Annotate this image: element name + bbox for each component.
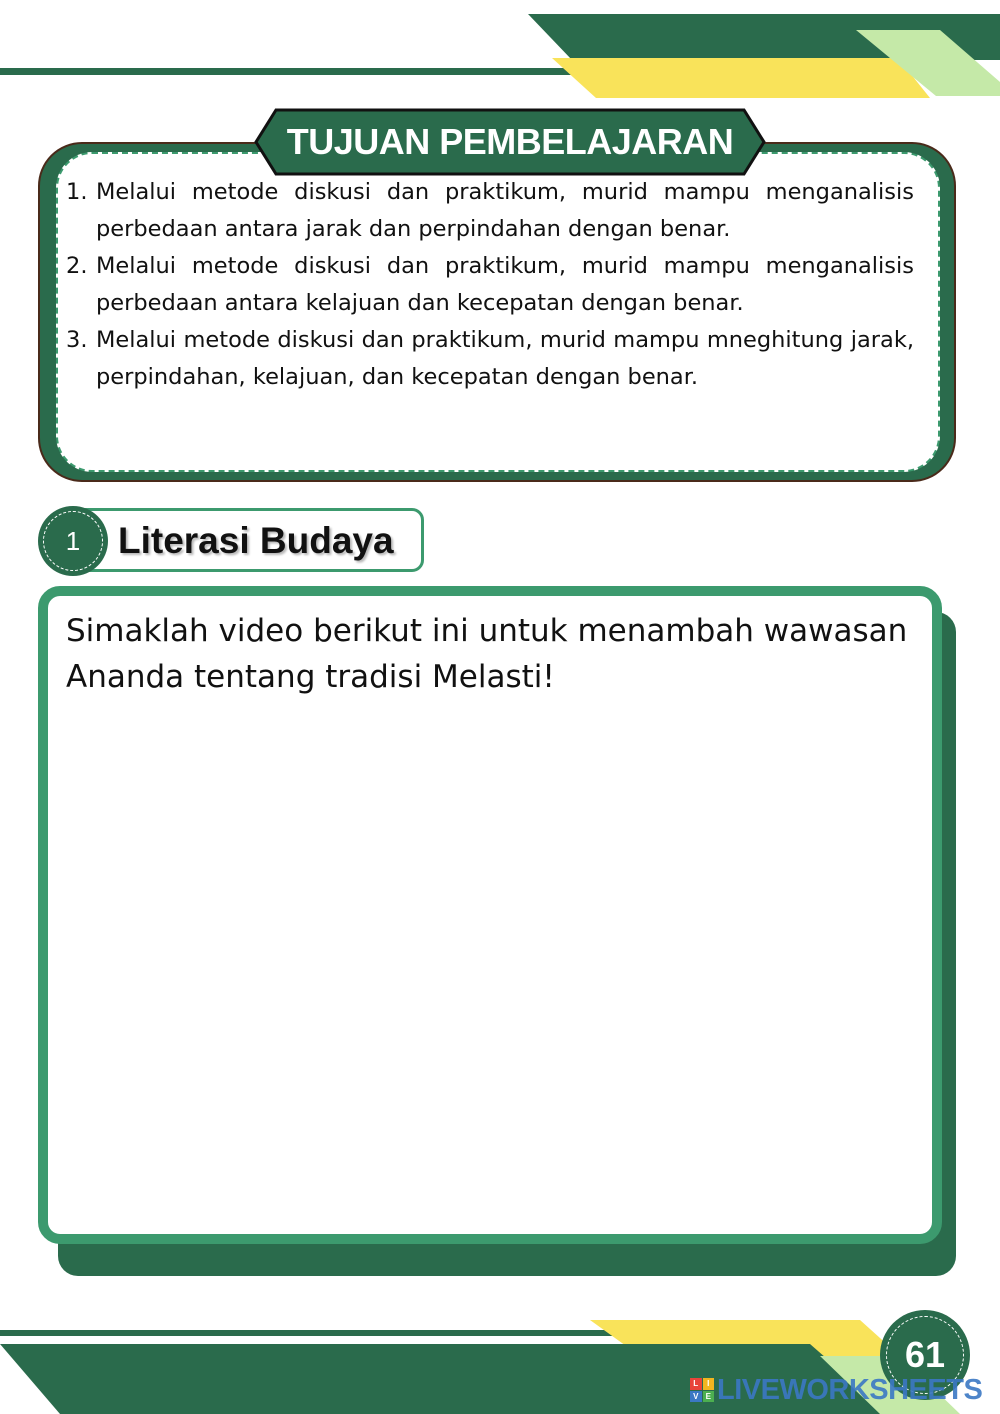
section-title: Literasi Budaya [118,520,394,561]
objective-item [66,322,914,396]
logo-letter: V [690,1391,702,1403]
objective-item [66,248,914,322]
objective-number: 1. [66,179,88,205]
objectives-title: TUJUAN PEMBELAJARAN [286,121,734,162]
objective-text: Melalui metode diskusi dan praktikum, murid mampu menganalisis perbedaan antara jarak dan perpindahan dengan benar. [96,179,914,242]
objective-number: 3. [66,327,88,353]
logo-letter: I [703,1378,715,1390]
objectives-list [66,174,914,396]
page-number: 61 [886,1316,964,1394]
objective-number: 2. [66,253,88,279]
watermark-text: LIVEWORKSHEETS [717,1373,983,1406]
objective-item [66,174,914,248]
card-instruction-text: Simaklah video berikut ini untuk menambah wawasan Ananda tentang tradisi Melasti! [66,613,908,695]
top-yellow-band [552,58,930,98]
objective-text: Melalui metode diskusi dan praktikum, murid mampu mneghitung jarak, perpindahan, kelajuan, dan kecepatan dengan benar. [96,327,914,390]
liveworksheets-logo-icon [690,1378,714,1402]
logo-letter: E [703,1391,715,1403]
liveworksheets-watermark [690,1374,982,1406]
objective-text: Melalui metode diskusi dan praktikum, murid mampu menganalisis perbedaan antara kelajuan dan kecepatan dengan benar. [96,253,914,316]
logo-letter: L [690,1378,702,1390]
top-decoration [0,0,1000,110]
section-number: 1 [43,511,103,571]
